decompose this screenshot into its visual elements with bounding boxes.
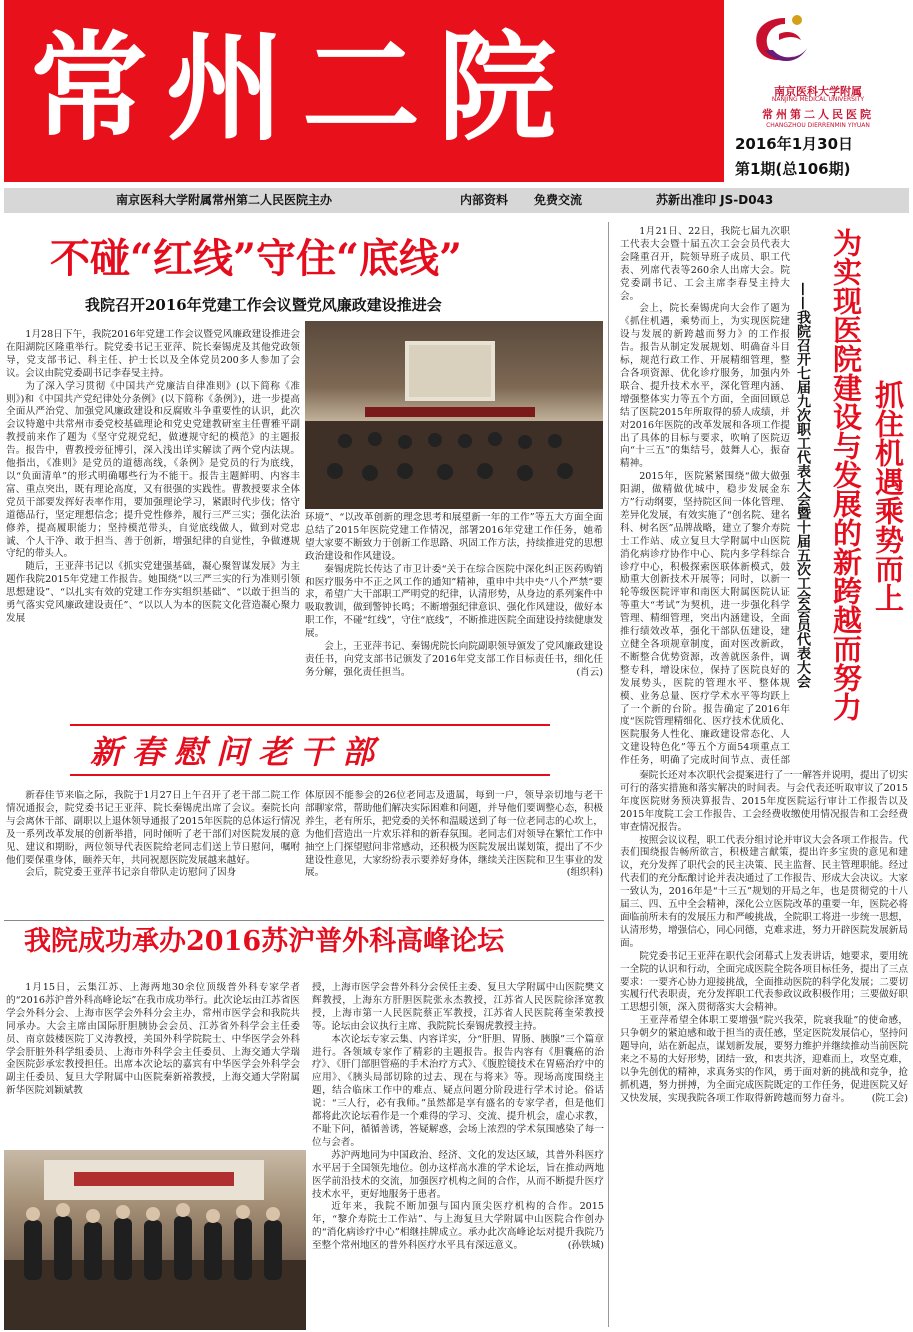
- masthead-title: 常州二院: [30, 18, 575, 157]
- hospital-logo-icon: [745, 10, 815, 70]
- article3-paragraph: 1月15日，云集江苏、上海两地30余位顶级普外科专家学者的“2016苏沪普外科高峰论坛”在我市成功举行。此次论坛由江苏省医学会外科分会、上海市医学会外科分会主办，常州市医学会和我院共同承办。大会主席由国际肝胆胰协会会员、江苏省外科学会主任委员、南京鼓楼医院丁义涛教授，美国外科学院院士、中华医学会外科学会肝脏外科学组委员、上海市外科学会主任委员、上海交通大学瑞金医院彭承宏教授担任。出席本次论坛的嘉宾有中华医学会外科学会副主任委员、复旦大学附属中山医院秦新裕教授，上海交通大学附属新华医院刘颖斌教: [6, 982, 300, 1097]
- article1-subtitle: 我院召开2016年党建工作会议暨党风廉政建设推进会: [85, 296, 442, 314]
- article4-paragraph: 王亚萍希望全体职工要增强“院兴我荣，院衰我耻”的使命感，只争朝夕的紧迫感和敢于担当的责任感，坚定医院发展信心，坚持问题导向，站在新起点，谋划新发展，要努力维护并继续推动当前医院来之不易的大好形势，团结一致，和衷共济，迎难而上，攻坚克难，以争先创优的精神，求真务实的作风，勇于面对新的挑战和竞争，抢抓机遇，努力拼搏，为全面完成医院既定的工作任务，促进医院又好又快发展，实现我院各项工作取得新跨越而努力奋斗。: [620, 1015, 908, 1104]
- hospital-name-2-en: CHANGZHOU DIERRENMIN YIYUAN: [766, 122, 870, 129]
- article1-body-right: [305, 512, 603, 716]
- permit-text: 苏新出准印 JS-D043: [656, 193, 774, 207]
- article1-paragraph: 环境”、“以改革创新的理念思考和展望新一年的工作”等五大方面全面总结了2015年医院党建工作情况，部署2016年党建工作任务，她希望大家要不断致力于创新工作思路、巩固工作方法，持续推进党的思想政治建设和作风建设。: [305, 512, 603, 562]
- article4-signature: (院工会): [871, 1092, 908, 1104]
- article1-paragraph: 1月28日下午，我院2016年党建工作会议暨党风廉政建设推进会在阳湖院区隆重举行。院党委书记王亚萍、院长秦锡虎及其他党政领导，党支部书记、科主任、护士长以及全体党员200多人参加了会议。会议由院党委副书记李春旻主持。: [6, 329, 300, 379]
- sponsor-text: 南京医科大学附属常州第二人民医院主办: [116, 193, 333, 207]
- article4-side-title: 抓住机遇乘势而上: [871, 380, 905, 612]
- internal-text: 内部资料: [460, 193, 509, 207]
- article4-paragraph: 1月21日、22日，我院七届九次职工代表大会暨十届五次工会会员代表大会隆重召开，院领导班子成员、职工代表、列席代表等260余人出席大会。院党委副书记、工会主席李春旻主持大会。: [620, 226, 790, 302]
- issue-number: 第1期(总106期): [735, 160, 851, 178]
- column-divider: [608, 222, 609, 1327]
- article2-paragraph: 体原因不能参会的26位老同志及遗属，每到一户，领导亲切地与老干部聊家常，帮助他们解决实际困难和问题，并导他们要调整心态，积极养生，老有所乐，把党委的关怀和温暖送到了每一位老同志的心坎上，为他们营造出一片欢乐祥和的新春氛围。老同志们对领导在繁忙工作中抽空上门探望慰问非常感动，还积极为医院发展出谋划策，提出了不少建设性意见，大家纷纷表示要养好身体，继续关注医院和卫生事业的发展。: [305, 790, 603, 879]
- meeting-photo: [305, 321, 603, 509]
- article2-paragraph: 新春佳节来临之际，我院于1月27日上午召开了老干部二院工作情况通报会，院党委书记王亚萍、院长秦锡虎出席了会议。秦院长向与会离休干部、副职以上退休领导通报了2015年医院的总体运行情况及一系列改革发展的创新举措，同时倾听了老干部们对医院发展的意见、建议和期盼，两位领导代表医院给老同志们送上节日慰问，嘱咐他们要保重身体，颐养天年，共同祝愿医院发展越来越好。: [6, 790, 300, 866]
- article1-paragraph: 秦锡虎院长传达了市卫计委“关于在综合医院中深化纠正医药购销和医疗服务中不正之风工作的通知”精神，重申中共中央“八个严禁”要求，希望广大干部职工严明党的纪律，认清形势，从身边的系列案件中吸取教训，做到警钟长鸣；不断增强纪律意识、强化作风建设，做好本职工作，不碰“红线”，守住“底线”，不断推进医院全面建设持续健康发展。: [305, 563, 603, 640]
- article3-signature: (孙铁城): [567, 1240, 604, 1252]
- hospital-name-en: NANJING MEDICAL UNIVERSITY: [771, 96, 865, 103]
- meeting-photo-icon: [305, 321, 603, 509]
- hospital-name-2: 常州第二人民医院: [762, 108, 874, 121]
- hospital-name: 南京医科大学附属: [774, 85, 862, 98]
- article3-paragraph: 近年来，我院不断加强与国内顶尖医疗机构的合作。2015年，“黎介寿院士工作站”、与上海复旦大学附属中山医院合作创办的“消化病诊疗中心”相继挂牌成立。承办此次高峰论坛对提升我院乃至整个常州地区的普外科医疗水平具有深远意义。: [312, 1201, 604, 1252]
- info-bar: [4, 188, 909, 213]
- article2-signature: (组织科): [566, 867, 603, 879]
- article3-paragraph: 本次论坛专家云集、内容详实，分“肝胆、胃肠、胰腺”三个篇章进行。各领域专家作了精彩的主题报告。报告内容有《胆囊癌的治疗》、《肝门部胆管癌的手术治疗方式》、《腹腔镜技术在胃癌治疗中的应用》、《胰头局部切除的过去、现在与将来》等。现场高度围绕主题，结合临床工作中的难点、疑点问题分阶段进行学术讨论。俗话说：“三人行，必有我师。”虽然都是享有盛名的专家学者，但是他们都将此次论坛看作是一个难得的学习、交流、提升机会，虚心求教，不耻下问，循循善诱，答疑解惑，会场上浓烈的学术氛围感染了每一位与会者。: [312, 1033, 604, 1148]
- article4-body-wide: [620, 770, 908, 1328]
- section-divider: [4, 920, 604, 921]
- article1-paragraph: 随后，王亚萍书记以《抓实党建强基础，凝心聚智谋发展》为主题作我院2015年党建工作报告。她围绕“以三严三实的行为准则引领思想建设”、“以扎实有效的党建工作夯实组织基础”、“以敢于担当的勇气落实党风廉政建设责任”、“以以人为本的医院文化营造凝心聚力发展: [6, 561, 300, 624]
- article3-body-left: [6, 982, 300, 1146]
- article1-paragraph: 为了深入学习贯彻《中国共产党廉洁自律准则》(以下简称《准则》)和《中国共产党纪律处分条例》(以下简称《条例》)，进一步提高全面从严治党、加强党风廉政建设和反腐败斗争重要性的认识，此次会议特邀中共常州市委党校基础理论和党史党建教研室主任曹雅平副教授前来作了题为《坚守党规党纪，做遵规守纪的模范》的主题报告。报告中，曹教授旁征博引，深入浅出详实解读了两个党内法规。他指出，《准则》是党员的道德高线，《条例》是党员的行为底线，以“负面清单”的形式明确哪些行为不能干。报告主题鲜明、内容丰富、重点突出，既有理论高度，又有很强的实践性。曹教授要求全体党员干部要发挥好表率作用，要加强理论学习，紧跟时代步伐；恪守道德品行，坚定理想信念；提升党性修养，履行三严三实；强化法治修养，提高履职能力；坚持模范带头，自觉底线做人，做到对党忠诚、个人干净、敢于担当、善于创新，增强纪律的自觉性，争做遵规守纪的带头人。: [6, 380, 300, 560]
- article1-paragraph: 会上，王亚萍书记、秦锡虎院长向院副职领导颁发了党风廉政建设责任书，向党支部书记颁发了2016年党支部工作目标责任书，细化任务分解，强化责任担当。: [305, 641, 603, 678]
- article3-paragraph: 苏沪两地同为中国政治、经济、文化的发达区域，其普外科医疗水平居于全国领先地位。创办这样高水准的学术论坛，旨在推动两地医学前沿技术的交流，加强医疗机构之间的合作，从而不断提升医疗技术水平，更好地服务于患者。: [312, 1149, 604, 1200]
- article1-body-left: [6, 329, 300, 715]
- article4-title: 为实现医院建设与发展的新跨越而努力: [829, 228, 863, 721]
- article2-body-left: [6, 790, 300, 918]
- article2-paragraph: 会后，院党委王亚萍书记亲自带队走访慰问了因身: [25, 867, 237, 879]
- article4-body-narrow: [620, 226, 790, 766]
- article4-paragraph: 按照会议议程，职工代表分组讨论并审议大会各项工作报告。代表们围绕报告畅所欲言，积极建言献策，提出许多宝贵的意见和建议，充分发挥了职代会的民主决策、民主监督、民主管理职能。经过代表们的充分酝酿讨论并表决通过了工作报告、形成大会决议。大家一致认为，2016年是“十三五”规划的开局之年，也是贯彻党的十八届三、四、五中全会精神，深化公立医院改革的重要一年，医院必将面临前所未有的发展压力和严峻挑战，全院职工将进一步统一思想，认清形势，增强信心，同心同德，克难求进，努力开辟医院发展新局面。: [620, 834, 908, 949]
- article3-title: 我院成功承办2016苏沪普外科高峰论坛: [24, 926, 505, 957]
- free-text: 免费交流: [534, 193, 583, 207]
- forum-photo: [4, 1150, 306, 1330]
- article1-signature: (肖云): [576, 666, 603, 678]
- article2-body-right: [305, 790, 603, 918]
- article4-paragraph: 会上，院长秦锡虎向大会作了题为《抓住机遇，乘势而上，为实现医院建设与发展的新跨越而努力》的工作报告。报告从制定发展规划、明确奋斗目标，规范行政工作、开展精细管理，整合各项资源、优化诊疗服务，加强内外联合、提升技术水平，深化管理内涵、增强整体实力等五个方面，全面回顾总结了医院2015年所取得的骄人成绩，并对2016年医院的改革发展和各项工作提出了具体的目标与要求，吹响了医院迈向“十三五”的集结号，鼓舞人心，振奋精神。: [620, 303, 790, 470]
- article4-paragraph: 秦院长还对本次职代会提案进行了一一解答并说明，提出了切实可行的落实措施和落实解决的时间表。与会代表还听取审议了2015年度医院财务预决算报告、2015年度医院运行审计工作报告以及2015年度院工会工作报告、工会经费收缴使用情况报告和工会经费审查情况报告。: [620, 770, 908, 833]
- issue-date: 2016年1月30日: [735, 135, 854, 153]
- forum-photo-icon: [4, 1150, 306, 1330]
- article3-body-right: [312, 982, 604, 1328]
- article4-paragraph: 院党委书记王亚萍在职代会闭幕式上发表讲话，她要求，要用统一全院的认识和行动，全面完成医院全院各项目标任务，提出了三点要求：一要齐心协力迎接挑战，全面推动医院的科学化发展；二要切实履行代表职责，充分发挥职工代表参政议政积极作用；三要做好职工思想引领，深入贯彻落实大会精神。: [620, 950, 908, 1014]
- article1-title: 不碰“红线”守住“底线”: [50, 235, 463, 282]
- article3-paragraph: 授，上海市医学会普外科分会侯任主委、复旦大学附属中山医院樊文辉教授，上海东方肝胆医院张永杰教授，江苏省人民医院徐泽宽教授，上海市第一人民医院蔡正军教授，江苏省人民医院蒋奎荣教授等。论坛由会议执行主席、我院院长秦锡虎教授主持。: [312, 982, 604, 1032]
- article2-banner: 新春慰问老干部: [90, 733, 385, 771]
- article4-paragraph: 2015年，医院紧紧围绕“做大做强阳湖，做精做优城中，稳步发展金东方”行动纲要，坚持院区间一体化管理、差异化发展，有效实施了“创名院、建名科、树名医”品牌战略，建立了黎介寿院士工作站、成立复旦大学附属中山医院消化病诊疗协作中心、院内多学科综合诊疗中心，积极探索医联体新模式，鼓励重大创新技术开展等；同时，以新一轮等级医院评审和南医大附属医院认证等重大“考试”为契机，进一步强化科学管理、精细管理，突出内涵建设，全面推行绩效改革，强化干部队伍建设，建立健全各项规章制度，面对医改新政，不断整合优势资源，改善就医条件，调整专科，增设床位，保持了医院良好的发展势头，医院的管理水平、整体规模、业务总量、医疗学术水平等均跃上了一个新的台阶。报告确定了2016年度“医院管理精细化、医疗技术优质化、医院服务人性化、廉政建设常态化、人文建设特色化”等五个方面54项重点工作任务，明确了完成时间节点、责任部: [620, 471, 790, 766]
- article4-subtitle: ——我院召开七届九次职工代表大会暨十届五次工会会员代表大会: [795, 282, 811, 688]
